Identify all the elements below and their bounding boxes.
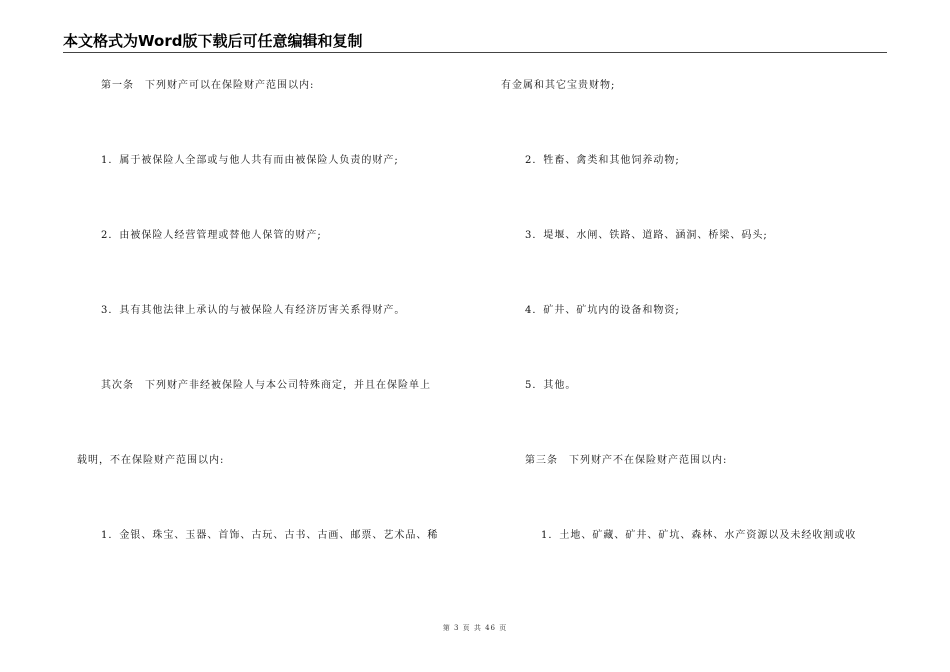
article-2-heading: 其次条 下列财产非经被保险人与本公司特殊商定，并且在保险单上	[101, 380, 431, 391]
article-2-item-1: 1．金银、珠宝、玉器、首饰、古玩、古书、古画、邮票、艺术品、稀	[101, 530, 439, 541]
article-1-item-2: 2．由被保险人经营管理或替他人保管的财产;	[101, 230, 322, 241]
article-2-item-3: 3．堤堰、水闸、铁路、道路、涵洞、桥梁、码头;	[525, 230, 768, 241]
article-2-item-1-continued: 有金属和其它宝贵财物;	[501, 80, 616, 91]
article-1-heading: 第一条 下列财产可以在保险财产范围以内:	[101, 80, 315, 91]
article-2-item-4: 4．矿井、矿坑内的设备和物资;	[525, 305, 680, 316]
article-3-item-1: 1．土地、矿藏、矿井、矿坑、森林、水产资源以及未经收割或收	[541, 530, 857, 541]
document-banner: 本文格式为Word版下载后可任意编辑和复制	[63, 32, 363, 50]
article-2-item-5: 5．其他。	[525, 380, 577, 391]
article-3-heading: 第三条 下列财产不在保险财产范围以内:	[525, 455, 728, 466]
article-1-item-3: 3．具有其他法律上承认的与被保险人有经济厉害关系得财产。	[101, 305, 406, 316]
article-2-heading-continued: 载明，不在保险财产范围以内:	[77, 455, 225, 466]
header-divider	[63, 52, 887, 53]
article-2-item-2: 2．牲畜、禽类和其他饲养动物;	[525, 155, 680, 166]
article-1-item-1: 1．属于被保险人全部或与他人共有而由被保险人负责的财产;	[101, 155, 399, 166]
page-indicator: 第 3 页 共 46 页	[442, 624, 508, 632]
